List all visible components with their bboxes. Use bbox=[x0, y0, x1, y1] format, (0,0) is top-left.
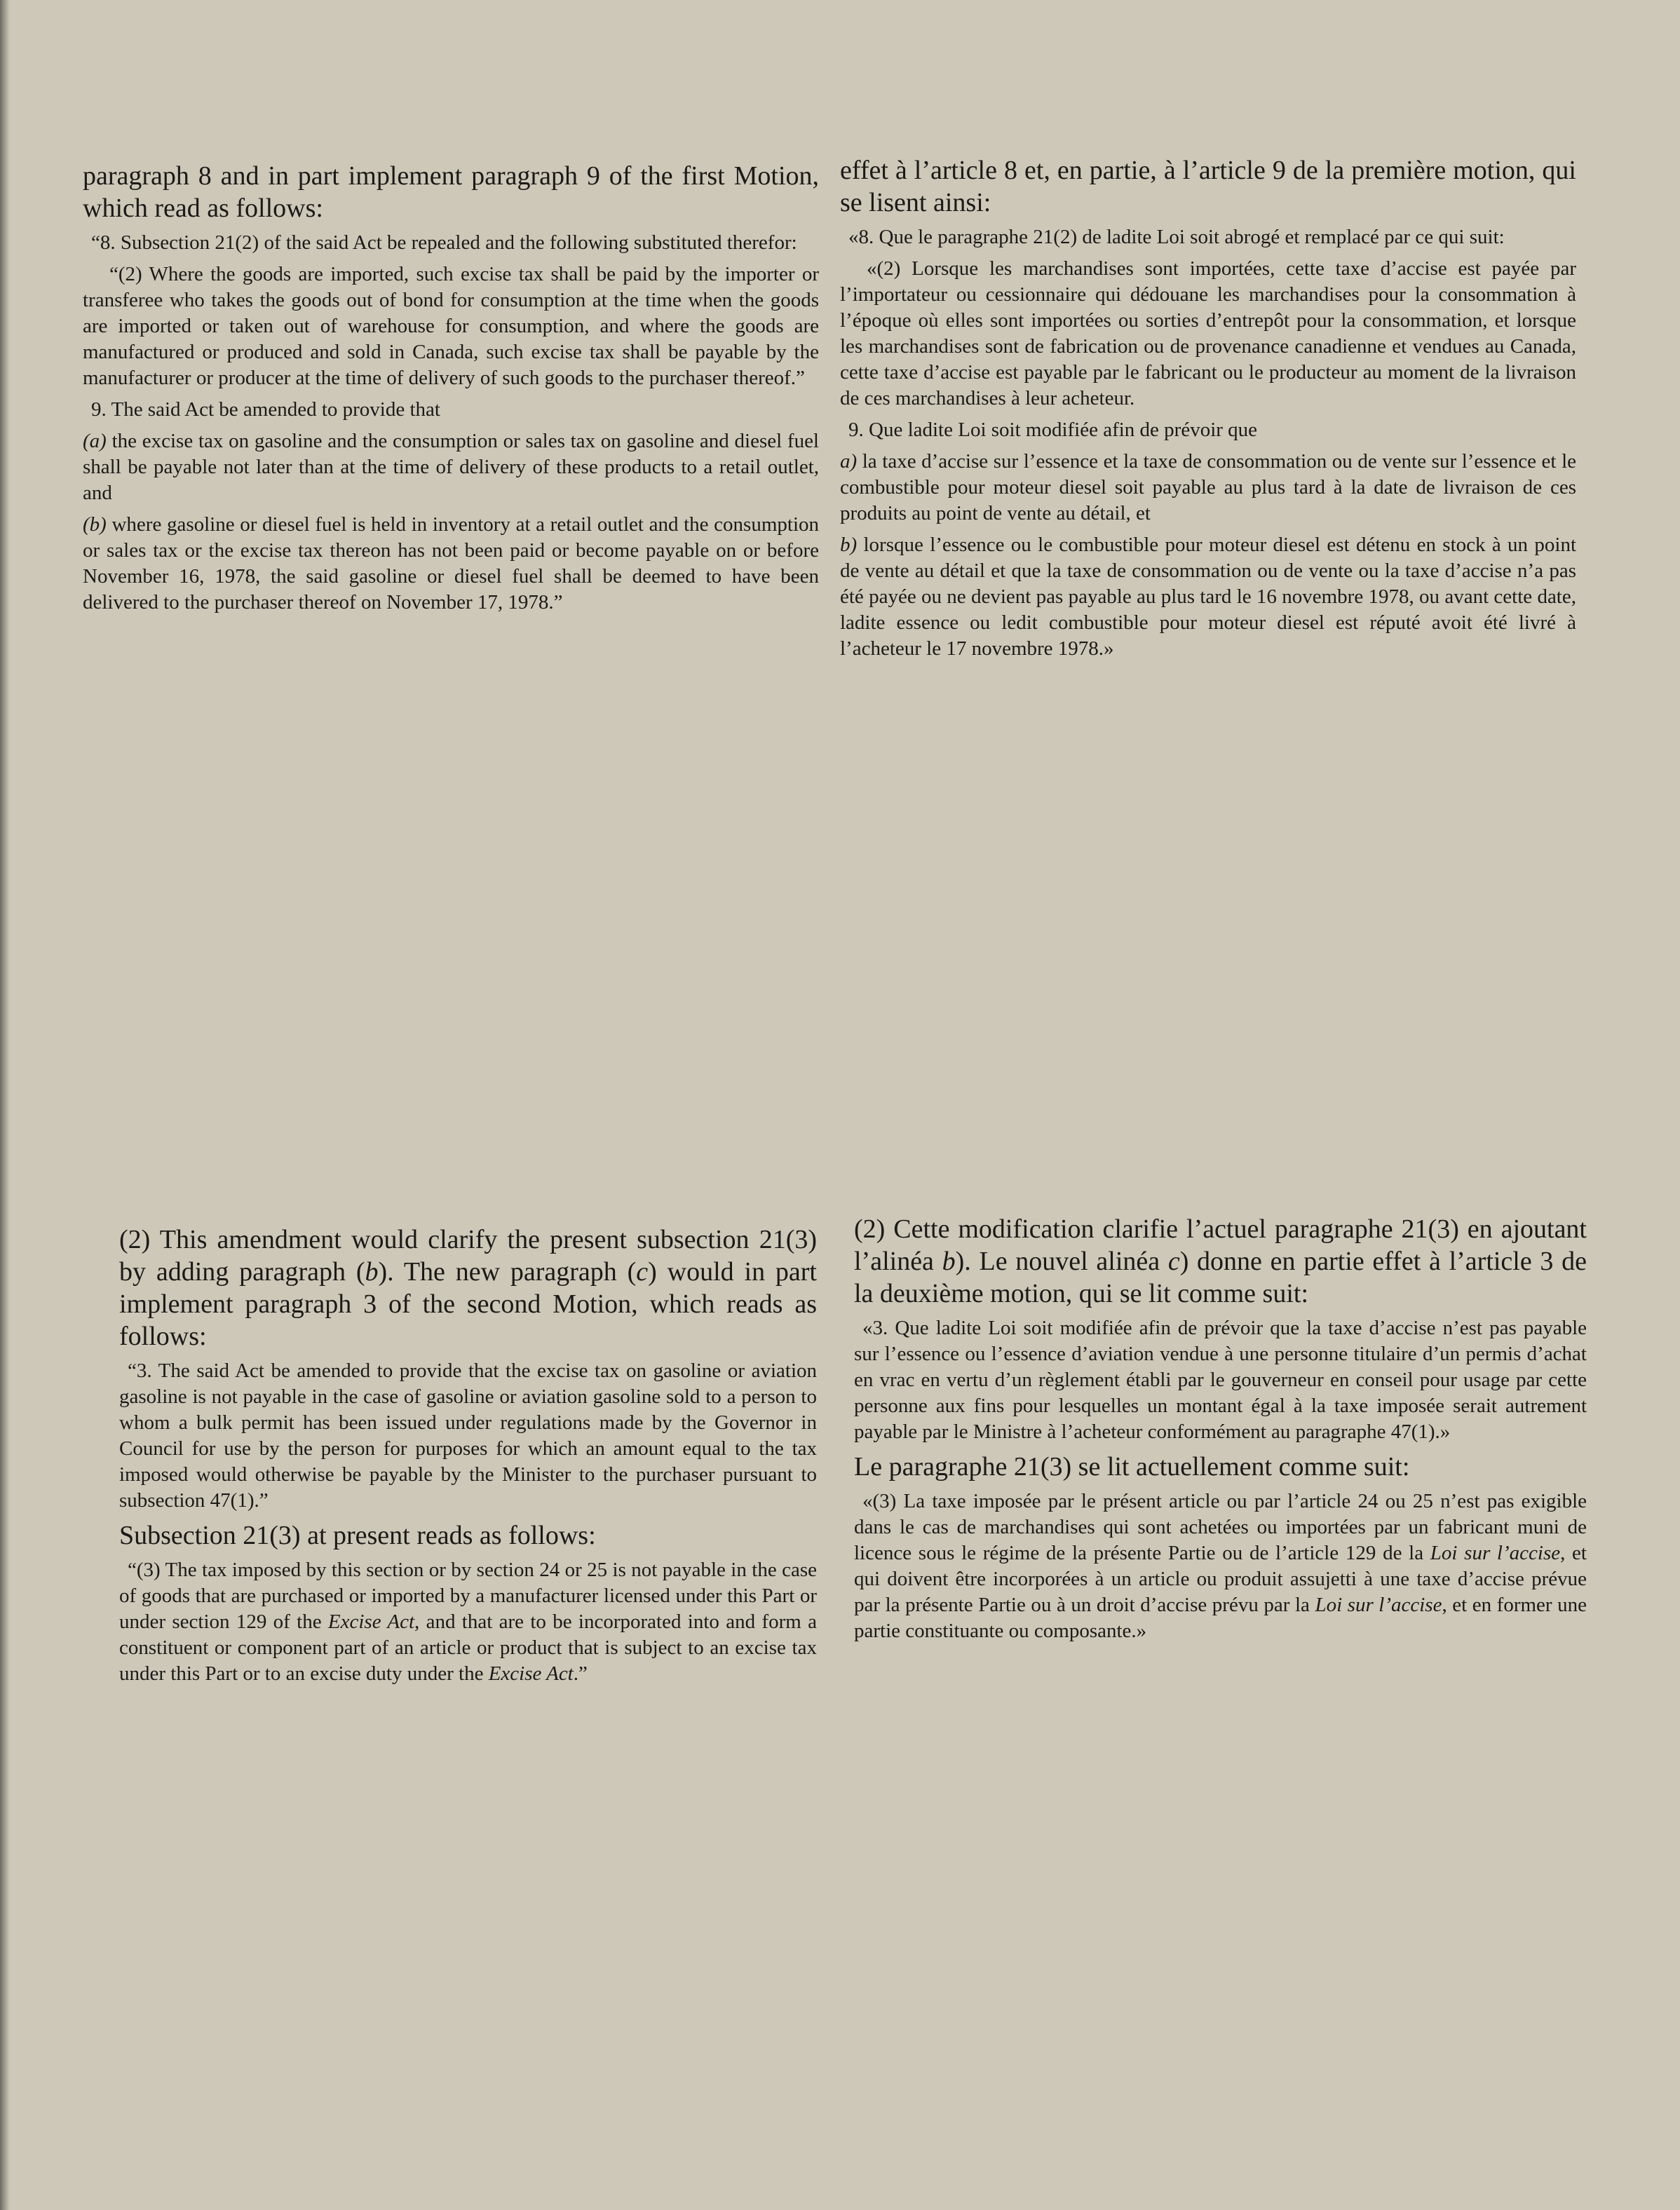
quoted-alinea-a-fr: a) la taxe d’accise sur l’essence et la taxe de consommation ou de vente sur l’essence et le combustible pour moteur diesel soit payable au plus tard à la date de livraison de ces produits au point de vente au détail, et bbox=[840, 450, 1576, 524]
quoted-article-8-heading-fr: «8. Que le paragraphe 21(2) de ladite Loi soit abrogé et remplacé par ce qui suit: bbox=[848, 226, 1505, 248]
quoted-paragraphe-2-fr: «(2) Lorsque les marchandises sont importées, cette taxe d’accise est payée par l’importateur ou cessionnaire qui dédouane les marchandises pour la consommation à l’époque où elles sont importées ou sorties d’entrepôt pour la consommation, et lorsque les marchandises sont de fabrication ou de provenance canadienne et vendues au Canada, cette taxe d’accise est payable par le fabricant ou le producteur au moment de la livraison de ces marchandises à leur acheteur. bbox=[840, 257, 1576, 409]
subsection-heading: Subsection 21(3) at present reads as follows: bbox=[119, 1521, 596, 1550]
top-left-column bbox=[83, 160, 819, 621]
page-binding-shadow bbox=[0, 0, 10, 2210]
quoted-article-9-heading-fr: 9. Que ladite Loi soit modifiée afin de prévoir que bbox=[848, 419, 1258, 441]
quoted-subsection-3: “(3) The tax imposed by this section or by section 24 or 25 is not payable in the case of goods that are purchased or imported by a manufacturer licensed under this Part or under section 129 of the Excise Act, and that are to be incorporated into and form a constituent or component part of an article or product that is subject to an excise tax under this Part or to an excise duty under the Excise Act.” bbox=[119, 1559, 817, 1685]
quoted-alinea-b-fr: b) lorsque l’essence ou le combustible pour moteur diesel est détenu en stock à un point de vente au détail et que la taxe de consommation ou de vente ou la taxe d’accise n’a pas été payée ou ne devient pas payable au plus tard le 16 novembre 1978, ou avant cette date, ladite essence ou ledit combustible pour moteur diesel est réputé avoit été livré à l’acheteur le 17 novembre 1978.» bbox=[840, 534, 1576, 660]
quoted-paragraph-b: (b) where gasoline or diesel fuel is held in inventory at a retail outlet and the consumption or sales tax or the excise tax thereon has not been paid or become payable on or before November 16, 1978, the said gasoline or diesel fuel shall be deemed to have been delivered to the purchaser thereof on November 17, 1978.” bbox=[83, 513, 819, 613]
intro-paragraph: paragraph 8 and in part implement paragraph 9 of the first Motion, which read as follows: bbox=[83, 161, 819, 223]
bleed-through-header bbox=[771, 98, 1543, 126]
bottom-right-column bbox=[854, 1213, 1587, 1650]
quoted-section-9-heading: 9. The said Act be amended to provide that bbox=[91, 398, 440, 421]
quoted-article-3-fr: «3. Que ladite Loi soit modifiée afin de prévoir que la taxe d’accise n’est pas payable sur l’essence ou l’essence d’aviation vendue à une personne titulaire d’un permis d’achat en vrac en vertu d’un règlement établi par le gouverneur en conseil pour usage par cette personne aux fins pour lesquelles un montant égal à la taxe imposée serait autrement payable par le Ministre à l’acheteur conformément au paragraphe 47(1).» bbox=[854, 1317, 1587, 1443]
intro-paragraph-fr: effet à l’article 8 et, en partie, à l’article 9 de la première motion, qui se lisent ainsi: bbox=[840, 156, 1576, 217]
quoted-subsection-2: “(2) Where the goods are imported, such excise tax shall be paid by the importer or transferee who takes the goods out of bond for consumption at the time when the goods are imported or taken out of warehouse for consumption, and where the goods are manufactured or produced and sold in Canada, such excise tax shall be payable by the manufacturer or producer at the time of delivery of such goods to the purchaser thereof.” bbox=[83, 263, 819, 389]
quoted-section-3: “3. The said Act be amended to provide that the excise tax on gasoline or aviation gasoline is not payable in the case of gasoline or aviation gasoline sold to a person to whom a bulk permit has been issued under regulations made by the Governor in Council for use by the person for purposes for which an amount equal to the tax imposed would otherwise be payable by the Minister to the purchaser pursuant to subsection 47(1).” bbox=[119, 1360, 817, 1512]
amendment-note-paragraph: (2) This amendment would clarify the present subsection 21(3) by adding paragraph (b). The new paragraph (c) would in part implement paragraph 3 of the second Motion, which reads as follows: bbox=[119, 1225, 817, 1351]
top-right-column bbox=[840, 154, 1576, 667]
bottom-left-column bbox=[119, 1223, 817, 1693]
subsection-heading-fr: Le paragraphe 21(3) se lit actuellement comme suit: bbox=[854, 1452, 1410, 1482]
amendment-note-paragraph-fr: (2) Cette modification clarifie l’actuel paragraphe 21(3) en ajoutant l’alinéa b). Le nouvel alinéa c) donne en partie effet à l’article 3 de la deuxième motion, qui se lit comme suit: bbox=[854, 1214, 1587, 1308]
quoted-paragraph-a: (a) the excise tax on gasoline and the consumption or sales tax on gasoline and diesel fuel shall be payable not later than at the time of delivery of these products to a retail outlet, and bbox=[83, 430, 819, 504]
quoted-section-8-heading: “8. Subsection 21(2) of the said Act be repealed and the following substituted therefor: bbox=[91, 231, 797, 254]
quoted-paragraphe-3-fr: «(3) La taxe imposée par le présent article ou par l’article 24 ou 25 n’est pas exigible dans le cas de marchandises qui sont achetées ou importées par un fabricant muni de licence sous le régime de la présente Partie ou de l’article 129 de la Loi sur l’accise, et qui doivent être incorporées à un article ou produit assujetti à une taxe d’accise prévue par la présente Partie ou à un droit d’accise prévu par la Loi sur l’accise, et en former une partie constituante ou composante.» bbox=[854, 1490, 1587, 1642]
